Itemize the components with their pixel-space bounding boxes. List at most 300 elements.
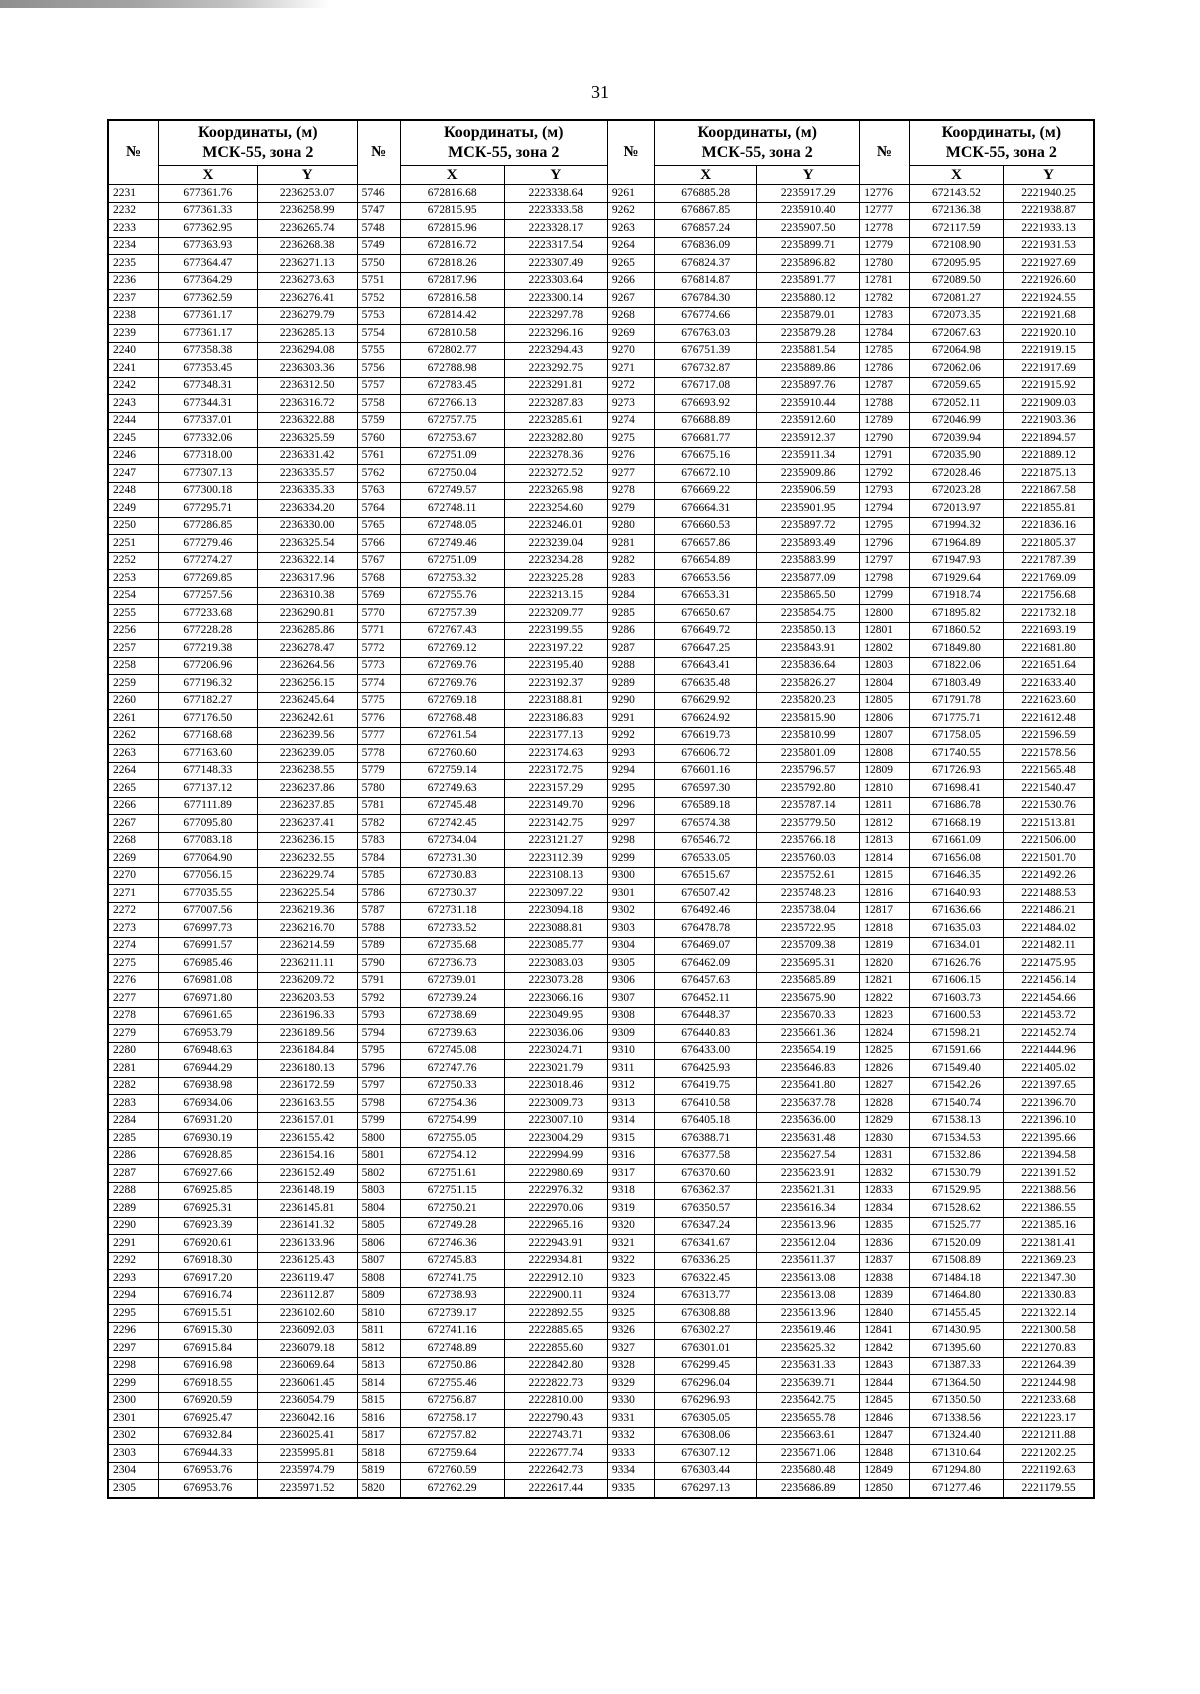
x-value-cell: 671598.21: [909, 1025, 1004, 1043]
y-value-cell: 2235675.90: [757, 990, 860, 1008]
point-number-cell: 9331: [607, 1410, 654, 1428]
x-value-cell: 672783.45: [400, 377, 504, 395]
point-number-cell: 12784: [860, 325, 909, 343]
y-value-cell: 2236238.55: [257, 762, 357, 780]
point-number-cell: 5761: [357, 447, 400, 465]
x-value-cell: 672753.32: [400, 570, 504, 588]
x-value-cell: 671549.40: [909, 1060, 1004, 1078]
x-value-cell: 676469.07: [655, 937, 757, 955]
y-value-cell: 2223021.79: [504, 1060, 607, 1078]
y-value-cell: 2223195.40: [504, 657, 607, 675]
point-number-cell: 2302: [108, 1427, 158, 1445]
y-value-cell: 2222642.73: [504, 1462, 607, 1480]
y-value-cell: 2236229.74: [257, 867, 357, 885]
x-value-cell: 671791.78: [909, 692, 1004, 710]
x-value-cell: 676932.84: [158, 1427, 257, 1445]
point-number-cell: 12780: [860, 255, 909, 273]
y-value-cell: 2221530.76: [1004, 797, 1094, 815]
x-value-cell: 676649.72: [655, 622, 757, 640]
table-row: [108, 675, 1094, 693]
x-value-cell: 672739.01: [400, 972, 504, 990]
y-value-cell: 2236154.16: [257, 1147, 357, 1165]
x-value-cell: 677083.18: [158, 832, 257, 850]
y-header: Y: [757, 166, 860, 185]
y-value-cell: 2221651.64: [1004, 657, 1094, 675]
y-value-cell: 2222842.80: [504, 1357, 607, 1375]
x-value-cell: 676653.31: [655, 587, 757, 605]
header-row-xy: [108, 166, 1094, 185]
point-number-cell: 5769: [357, 587, 400, 605]
y-value-cell: 2235820.23: [757, 692, 860, 710]
y-value-cell: 2222617.44: [504, 1480, 607, 1498]
x-value-cell: 672738.69: [400, 1007, 504, 1025]
x-value-cell: 676515.67: [655, 867, 757, 885]
table-row: [108, 762, 1094, 780]
x-value-cell: 677337.01: [158, 412, 257, 430]
x-value-cell: 676938.98: [158, 1077, 257, 1095]
x-value-cell: 677362.59: [158, 290, 257, 308]
y-value-cell: 2236102.60: [257, 1305, 357, 1323]
point-number-cell: 2252: [108, 552, 158, 570]
y-value-cell: 2222994.99: [504, 1147, 607, 1165]
x-value-cell: 677361.76: [158, 185, 257, 203]
table-row: [108, 955, 1094, 973]
y-value-cell: 2235613.08: [757, 1287, 860, 1305]
point-number-cell: 2273: [108, 920, 158, 938]
point-number-cell: 9327: [607, 1340, 654, 1358]
point-number-cell: 9312: [607, 1077, 654, 1095]
x-value-cell: 671758.05: [909, 727, 1004, 745]
num-header: №: [607, 120, 654, 185]
x-value-cell: 672759.64: [400, 1445, 504, 1463]
x-value-cell: 671538.13: [909, 1112, 1004, 1130]
table-row: [108, 622, 1094, 640]
x-value-cell: 672768.48: [400, 710, 504, 728]
x-value-cell: 676589.18: [655, 797, 757, 815]
y-value-cell: 2223296.16: [504, 325, 607, 343]
y-value-cell: 2223007.10: [504, 1112, 607, 1130]
y-value-cell: 2223085.77: [504, 937, 607, 955]
point-number-cell: 12827: [860, 1077, 909, 1095]
x-value-cell: 672815.96: [400, 220, 504, 238]
y-value-cell: 2236245.64: [257, 692, 357, 710]
point-number-cell: 2270: [108, 867, 158, 885]
x-value-cell: 677111.89: [158, 797, 257, 815]
coord-title: Координаты, (м): [198, 124, 318, 141]
x-value-cell: 672755.05: [400, 1130, 504, 1148]
x-value-cell: 676308.88: [655, 1305, 757, 1323]
x-value-cell: 676296.04: [655, 1375, 757, 1393]
y-value-cell: 2235879.01: [757, 307, 860, 325]
point-number-cell: 9329: [607, 1375, 654, 1393]
y-value-cell: 2235671.06: [757, 1445, 860, 1463]
y-value-cell: 2223049.95: [504, 1007, 607, 1025]
point-number-cell: 12783: [860, 307, 909, 325]
point-number-cell: 5819: [357, 1462, 400, 1480]
point-number-cell: 5797: [357, 1077, 400, 1095]
point-number-cell: 5754: [357, 325, 400, 343]
x-value-cell: 677163.60: [158, 745, 257, 763]
point-number-cell: 12787: [860, 377, 909, 395]
y-value-cell: 2235655.78: [757, 1410, 860, 1428]
x-value-cell: 676303.44: [655, 1462, 757, 1480]
point-number-cell: 12838: [860, 1270, 909, 1288]
table-row: [108, 1112, 1094, 1130]
x-value-cell: 672117.59: [909, 220, 1004, 238]
table-row: [108, 692, 1094, 710]
point-number-cell: 9299: [607, 850, 654, 868]
x-value-cell: 676419.75: [655, 1077, 757, 1095]
x-value-cell: 676930.19: [158, 1130, 257, 1148]
y-value-cell: 2223303.64: [504, 272, 607, 290]
point-number-cell: 2300: [108, 1392, 158, 1410]
point-number-cell: 12836: [860, 1235, 909, 1253]
x-value-cell: 677361.17: [158, 307, 257, 325]
x-value-cell: 677056.15: [158, 867, 257, 885]
x-value-cell: 672810.58: [400, 325, 504, 343]
y-value-cell: 2235631.48: [757, 1130, 860, 1148]
x-value-cell: 671740.55: [909, 745, 1004, 763]
y-value-cell: 2221506.00: [1004, 832, 1094, 850]
x-value-cell: 676308.06: [655, 1427, 757, 1445]
point-number-cell: 12802: [860, 640, 909, 658]
x-value-cell: 676669.22: [655, 482, 757, 500]
x-value-cell: 672818.26: [400, 255, 504, 273]
x-value-cell: 672760.60: [400, 745, 504, 763]
x-value-cell: 671530.79: [909, 1165, 1004, 1183]
coord-title: Координаты, (м): [443, 124, 564, 141]
y-value-cell: 2236112.87: [257, 1287, 357, 1305]
x-value-cell: 672755.76: [400, 587, 504, 605]
y-value-cell: 2235836.64: [757, 657, 860, 675]
x-value-cell: 677353.45: [158, 360, 257, 378]
point-number-cell: 12796: [860, 535, 909, 553]
x-value-cell: 672748.11: [400, 500, 504, 518]
point-number-cell: 12822: [860, 990, 909, 1008]
point-number-cell: 9281: [607, 535, 654, 553]
x-value-cell: 672816.58: [400, 290, 504, 308]
x-value-cell: 672749.28: [400, 1217, 504, 1235]
point-number-cell: 12809: [860, 762, 909, 780]
y-value-cell: 2236290.81: [257, 605, 357, 623]
y-value-cell: 2221927.69: [1004, 255, 1094, 273]
y-header: Y: [504, 166, 607, 185]
x-value-cell: 676944.33: [158, 1445, 257, 1463]
x-value-cell: 676597.30: [655, 780, 757, 798]
x-value-cell: 677257.56: [158, 587, 257, 605]
point-number-cell: 9296: [607, 797, 654, 815]
y-value-cell: 2235654.19: [757, 1042, 860, 1060]
point-number-cell: 5817: [357, 1427, 400, 1445]
point-number-cell: 2288: [108, 1182, 158, 1200]
x-value-cell: 676635.48: [655, 675, 757, 693]
point-number-cell: 12819: [860, 937, 909, 955]
x-value-cell: 676624.92: [655, 710, 757, 728]
point-number-cell: 12826: [860, 1060, 909, 1078]
table-row: [108, 640, 1094, 658]
y-value-cell: 2236209.72: [257, 972, 357, 990]
x-value-cell: 676934.06: [158, 1095, 257, 1113]
table-row: [108, 570, 1094, 588]
point-number-cell: 2304: [108, 1462, 158, 1480]
x-value-cell: 671964.89: [909, 535, 1004, 553]
table-row: [108, 832, 1094, 850]
y-value-cell: 2221926.60: [1004, 272, 1094, 290]
point-number-cell: 12824: [860, 1025, 909, 1043]
x-value-cell: 677137.12: [158, 780, 257, 798]
point-number-cell: 5755: [357, 342, 400, 360]
x-value-cell: 677095.80: [158, 815, 257, 833]
table-row: [108, 727, 1094, 745]
point-number-cell: 9318: [607, 1182, 654, 1200]
x-value-cell: 672736.73: [400, 955, 504, 973]
point-number-cell: 2282: [108, 1077, 158, 1095]
y-value-cell: 2222810.00: [504, 1392, 607, 1410]
y-value-cell: 2221444.96: [1004, 1042, 1094, 1060]
table-row: [108, 1445, 1094, 1463]
y-value-cell: 2223307.49: [504, 255, 607, 273]
point-number-cell: 12830: [860, 1130, 909, 1148]
y-value-cell: 2223112.39: [504, 850, 607, 868]
point-number-cell: 5796: [357, 1060, 400, 1078]
x-value-cell: 672733.52: [400, 920, 504, 938]
coord-system: МСК-55, зона 2: [448, 144, 560, 161]
x-value-cell: 672751.09: [400, 552, 504, 570]
point-number-cell: 12794: [860, 500, 909, 518]
y-value-cell: 2222912.10: [504, 1270, 607, 1288]
x-value-cell: 671464.80: [909, 1287, 1004, 1305]
y-value-cell: 2235738.04: [757, 902, 860, 920]
point-number-cell: 2238: [108, 307, 158, 325]
x-header: X: [158, 166, 257, 185]
point-number-cell: 5792: [357, 990, 400, 1008]
x-value-cell: 671430.95: [909, 1322, 1004, 1340]
x-value-cell: 672745.08: [400, 1042, 504, 1060]
point-number-cell: 2291: [108, 1235, 158, 1253]
x-value-cell: 671294.80: [909, 1462, 1004, 1480]
table-row: [108, 1287, 1094, 1305]
x-value-cell: 676928.85: [158, 1147, 257, 1165]
y-value-cell: 2223192.37: [504, 675, 607, 693]
y-value-cell: 2236273.63: [257, 272, 357, 290]
point-number-cell: 2233: [108, 220, 158, 238]
y-value-cell: 2235631.33: [757, 1357, 860, 1375]
point-number-cell: 2298: [108, 1357, 158, 1375]
y-value-cell: 2223265.98: [504, 482, 607, 500]
x-value-cell: 671775.71: [909, 710, 1004, 728]
y-value-cell: 2223285.61: [504, 412, 607, 430]
point-number-cell: 12805: [860, 692, 909, 710]
y-value-cell: 2236278.47: [257, 640, 357, 658]
point-number-cell: 12832: [860, 1165, 909, 1183]
x-value-cell: 677344.31: [158, 395, 257, 413]
point-number-cell: 5810: [357, 1305, 400, 1323]
point-number-cell: 9316: [607, 1147, 654, 1165]
y-value-cell: 2221381.41: [1004, 1235, 1094, 1253]
x-value-cell: 676647.25: [655, 640, 757, 658]
point-number-cell: 2294: [108, 1287, 158, 1305]
x-value-cell: 671803.49: [909, 675, 1004, 693]
x-value-cell: 671634.01: [909, 937, 1004, 955]
point-number-cell: 2283: [108, 1095, 158, 1113]
y-value-cell: 2236125.43: [257, 1252, 357, 1270]
point-number-cell: 12786: [860, 360, 909, 378]
x-value-cell: 676388.71: [655, 1130, 757, 1148]
point-number-cell: 9267: [607, 290, 654, 308]
num-header: №: [108, 120, 158, 185]
point-number-cell: 12817: [860, 902, 909, 920]
point-number-cell: 12785: [860, 342, 909, 360]
y-value-cell: 2223009.73: [504, 1095, 607, 1113]
y-value-cell: 2222980.69: [504, 1165, 607, 1183]
y-value-cell: 2236303.36: [257, 360, 357, 378]
y-value-cell: 2221501.70: [1004, 850, 1094, 868]
point-number-cell: 9321: [607, 1235, 654, 1253]
point-number-cell: 9310: [607, 1042, 654, 1060]
x-value-cell: 672143.52: [909, 185, 1004, 203]
y-value-cell: 2221931.53: [1004, 237, 1094, 255]
y-value-cell: 2221486.21: [1004, 902, 1094, 920]
x-value-cell: 676985.46: [158, 955, 257, 973]
y-value-cell: 2236322.88: [257, 412, 357, 430]
point-number-cell: 12778: [860, 220, 909, 238]
point-number-cell: 2231: [108, 185, 158, 203]
x-value-cell: 676672.10: [655, 465, 757, 483]
table-row: [108, 1200, 1094, 1218]
point-number-cell: 9271: [607, 360, 654, 378]
point-number-cell: 2276: [108, 972, 158, 990]
table-row: [108, 1392, 1094, 1410]
x-value-cell: 672817.96: [400, 272, 504, 290]
x-value-cell: 677269.85: [158, 570, 257, 588]
point-number-cell: 12810: [860, 780, 909, 798]
x-value-cell: 677300.18: [158, 482, 257, 500]
point-number-cell: 9276: [607, 447, 654, 465]
point-number-cell: 9263: [607, 220, 654, 238]
y-value-cell: 2235906.59: [757, 482, 860, 500]
x-value-cell: 676448.37: [655, 1007, 757, 1025]
x-value-cell: 676915.51: [158, 1305, 257, 1323]
x-value-cell: 677182.27: [158, 692, 257, 710]
y-value-cell: 2235801.09: [757, 745, 860, 763]
y-value-cell: 2223294.43: [504, 342, 607, 360]
y-value-cell: 2221482.11: [1004, 937, 1094, 955]
point-number-cell: 5815: [357, 1392, 400, 1410]
point-number-cell: 9283: [607, 570, 654, 588]
x-value-cell: 676920.61: [158, 1235, 257, 1253]
x-value-cell: 677364.29: [158, 272, 257, 290]
point-number-cell: 2243: [108, 395, 158, 413]
x-value-cell: 676925.31: [158, 1200, 257, 1218]
point-number-cell: 5818: [357, 1445, 400, 1463]
y-value-cell: 2221633.40: [1004, 675, 1094, 693]
x-value-cell: 672816.68: [400, 185, 504, 203]
point-number-cell: 2242: [108, 377, 158, 395]
y-value-cell: 2236079.18: [257, 1340, 357, 1358]
table-row: [108, 1410, 1094, 1428]
x-value-cell: 671525.77: [909, 1217, 1004, 1235]
table-row: [108, 482, 1094, 500]
y-value-cell: 2235897.72: [757, 517, 860, 535]
y-value-cell: 2236092.03: [257, 1322, 357, 1340]
coord-group-header: [655, 120, 860, 166]
point-number-cell: 5765: [357, 517, 400, 535]
point-number-cell: 2268: [108, 832, 158, 850]
y-value-cell: 2235613.08: [757, 1270, 860, 1288]
y-value-cell: 2221565.48: [1004, 762, 1094, 780]
y-value-cell: 2223282.80: [504, 430, 607, 448]
y-value-cell: 2236294.08: [257, 342, 357, 360]
point-number-cell: 9304: [607, 937, 654, 955]
x-value-cell: 671542.26: [909, 1077, 1004, 1095]
y-value-cell: 2223036.06: [504, 1025, 607, 1043]
y-value-cell: 2235995.81: [257, 1445, 357, 1463]
point-number-cell: 9325: [607, 1305, 654, 1323]
x-value-cell: 677363.93: [158, 237, 257, 255]
y-value-cell: 2236335.33: [257, 482, 357, 500]
x-value-cell: 677279.46: [158, 535, 257, 553]
point-number-cell: 5793: [357, 1007, 400, 1025]
y-value-cell: 2236180.13: [257, 1060, 357, 1078]
y-value-cell: 2236239.56: [257, 727, 357, 745]
point-number-cell: 2299: [108, 1375, 158, 1393]
y-value-cell: 2223142.75: [504, 815, 607, 833]
x-header: X: [909, 166, 1004, 185]
point-number-cell: 9286: [607, 622, 654, 640]
point-number-cell: 5780: [357, 780, 400, 798]
point-number-cell: 5748: [357, 220, 400, 238]
x-value-cell: 677148.33: [158, 762, 257, 780]
y-value-cell: 2223278.36: [504, 447, 607, 465]
y-value-cell: 2221836.16: [1004, 517, 1094, 535]
y-value-cell: 2223157.29: [504, 780, 607, 798]
coord-title: Координаты, (м): [941, 124, 1062, 141]
point-number-cell: 5789: [357, 937, 400, 955]
point-number-cell: 9277: [607, 465, 654, 483]
point-number-cell: 12828: [860, 1095, 909, 1113]
point-number-cell: 5786: [357, 885, 400, 903]
y-value-cell: 2235621.31: [757, 1182, 860, 1200]
table-row: [108, 465, 1094, 483]
point-number-cell: 2265: [108, 780, 158, 798]
coord-group-header: [400, 120, 607, 166]
coord-system: МСК-55, зона 2: [945, 144, 1057, 161]
point-number-cell: 12839: [860, 1287, 909, 1305]
x-value-cell: 677361.33: [158, 202, 257, 220]
y-value-cell: 2235810.99: [757, 727, 860, 745]
y-value-cell: 2223149.70: [504, 797, 607, 815]
y-value-cell: 2236237.41: [257, 815, 357, 833]
y-value-cell: 2223188.81: [504, 692, 607, 710]
point-number-cell: 12844: [860, 1375, 909, 1393]
table-row: [108, 430, 1094, 448]
x-value-cell: 676774.66: [655, 307, 757, 325]
y-value-cell: 2236219.36: [257, 902, 357, 920]
y-value-cell: 2221693.19: [1004, 622, 1094, 640]
x-value-cell: 671849.80: [909, 640, 1004, 658]
table-row: [108, 1270, 1094, 1288]
point-number-cell: 9295: [607, 780, 654, 798]
y-value-cell: 2221202.25: [1004, 1445, 1094, 1463]
x-value-cell: 672741.75: [400, 1270, 504, 1288]
point-number-cell: 2267: [108, 815, 158, 833]
x-value-cell: 676953.76: [158, 1480, 257, 1498]
y-value-cell: 2223254.60: [504, 500, 607, 518]
x-value-cell: 676305.05: [655, 1410, 757, 1428]
x-value-cell: 672039.94: [909, 430, 1004, 448]
x-value-cell: 676377.58: [655, 1147, 757, 1165]
y-value-cell: 2236172.59: [257, 1077, 357, 1095]
